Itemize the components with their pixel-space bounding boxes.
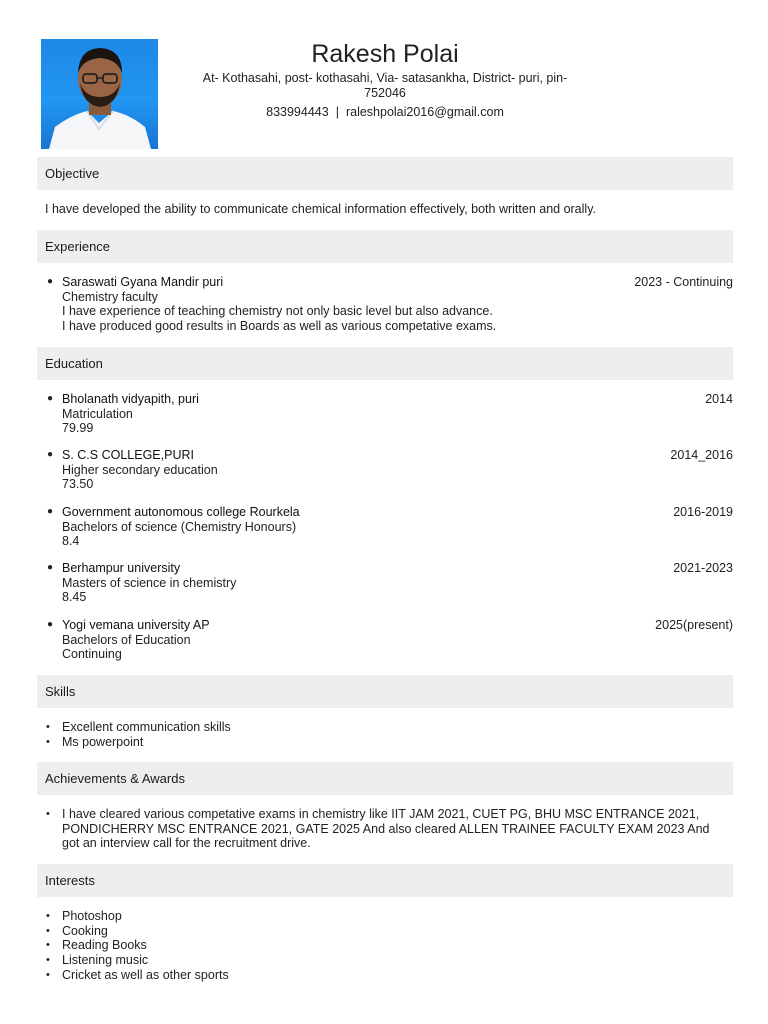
education-entry — [45, 392, 733, 436]
list-item: • Cooking — [45, 924, 733, 939]
bullet: ● — [46, 619, 54, 630]
bullet: ● — [46, 276, 54, 287]
entry-degree: Masters of science in chemistry — [62, 575, 237, 590]
education-entry — [45, 561, 733, 605]
list-item: • Cricket as well as other sports — [45, 968, 733, 983]
entry-line: I have experience of teaching chemistry not only basic level but also advance. — [62, 304, 493, 319]
list-item — [45, 807, 733, 851]
section-heading-interests: Interests — [37, 864, 733, 897]
profile-photo — [41, 39, 158, 149]
objective-text: I have developed the ability to communicate chemical information effectively, both written and orally. — [45, 202, 596, 216]
entry-score: 79.99 — [62, 421, 94, 436]
entry-date: 2021-2023 — [673, 561, 733, 575]
list-item: • Listening music — [45, 953, 733, 968]
email-address: raleshpolai2016@gmail.com — [345, 105, 504, 119]
entry-date: 2014 — [705, 392, 733, 406]
education-entry — [45, 618, 733, 662]
entry-title: Bholanath vidyapith, puri — [62, 392, 199, 406]
bullet: ● — [46, 562, 54, 573]
interests-list — [45, 909, 733, 983]
entry-title: Berhampur university — [62, 561, 181, 575]
list-item: • Excellent communication skills — [45, 720, 733, 735]
entry-date: 2014_2016 — [670, 448, 733, 462]
entry-title: S. C.S COLLEGE,PURI — [62, 448, 194, 462]
bullet: ● — [46, 506, 54, 517]
entry-title: Yogi vemana university AP — [62, 618, 210, 632]
list-item: • Photoshop — [45, 909, 733, 924]
entry-score: Continuing — [62, 647, 122, 662]
bullet: ● — [46, 393, 54, 404]
entry-line: Chemistry faculty — [62, 289, 158, 304]
entry-degree: Bachelors of Education — [62, 632, 191, 647]
list-item: • Reading Books — [45, 938, 733, 953]
section-heading-objective: Objective — [37, 157, 733, 190]
address-line-2: 752046 — [364, 86, 406, 100]
entry-title: Saraswati Gyana Mandir puri — [62, 275, 224, 289]
section-heading-experience: Experience — [37, 230, 733, 263]
entry-date: 2025(present) — [655, 618, 733, 632]
entry-degree: Bachelors of science (Chemistry Honours) — [62, 519, 297, 534]
entry-line: I have produced good results in Boards as well as various competative exams. — [62, 318, 497, 333]
contact-line — [180, 104, 590, 120]
achievements-list — [45, 807, 733, 851]
achievement-line: PONDICHERRY MSC ENTRANCE 2021, GATE 2025 And also cleared ALLEN TRAINEE FACULTY EXAM 2023 And — [62, 821, 710, 836]
bullet: ● — [46, 449, 54, 460]
experience-entry — [45, 275, 733, 333]
education-entry — [45, 505, 733, 549]
entry-title: Government autonomous college Rourkela — [62, 505, 300, 519]
skills-list — [45, 720, 733, 749]
contact-separator: | — [335, 105, 339, 119]
entry-score: 73.50 — [62, 477, 94, 492]
section-heading-achievements: Achievements & Awards — [37, 762, 733, 795]
entry-date: 2023 - Continuing — [634, 275, 733, 289]
education-entry — [45, 448, 733, 492]
list-item: • Ms powerpoint — [45, 735, 733, 750]
address — [180, 71, 590, 101]
entry-date: 2016-2019 — [673, 505, 733, 519]
phone-number: 833994443 — [266, 105, 329, 119]
resume-header — [180, 38, 590, 120]
section-heading-skills: Skills — [37, 675, 733, 708]
entry-score: 8.4 — [62, 534, 80, 549]
achievement-line: • I have cleared various competative exams in chemistry like IIT JAM 2021, CUET PG, BHU MSC ENTRANCE 2021, — [62, 807, 700, 821]
candidate-name: Rakesh Polai — [311, 40, 459, 68]
section-heading-education: Education — [37, 347, 733, 380]
entry-degree: Matriculation — [62, 406, 133, 421]
achievement-line: got an interview call for the recruitment drive. — [62, 836, 311, 851]
entry-score: 8.45 — [62, 590, 87, 605]
address-line-1: At- Kothasahi, post- kothasahi, Via- satasankha, District- puri, pin- — [202, 71, 568, 85]
entry-degree: Higher secondary education — [62, 462, 218, 477]
